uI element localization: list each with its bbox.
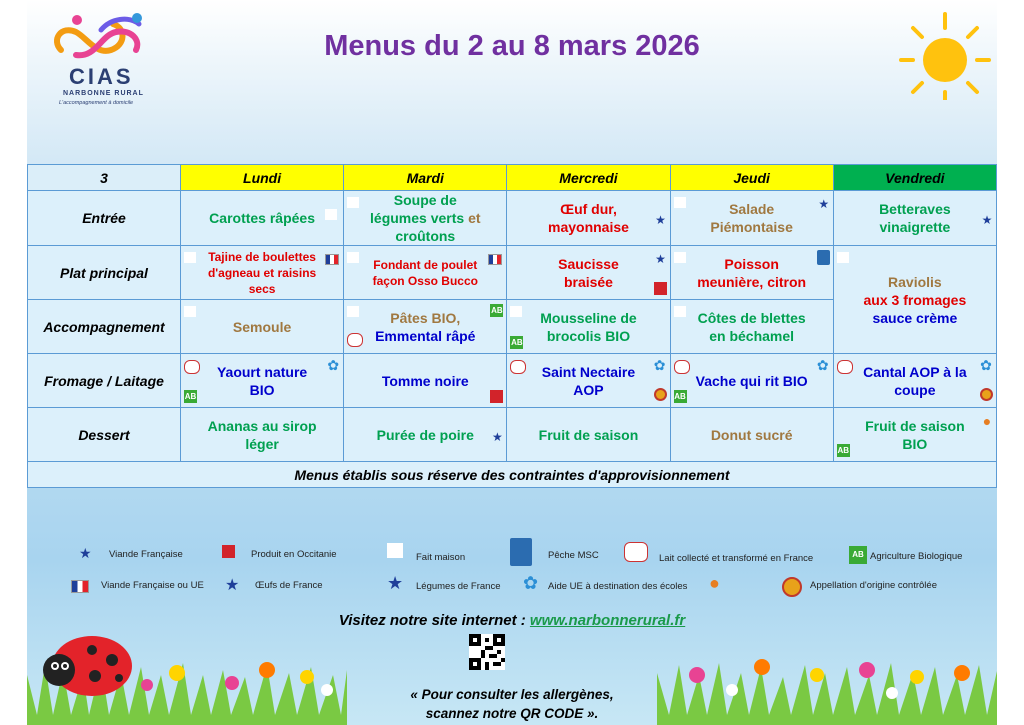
agriculture-bio-icon: AB: [849, 546, 867, 564]
legend-lait: Lait collecté et transformé en France: [659, 553, 814, 564]
menu-cell: [344, 246, 507, 300]
dish-line: Saucisse: [558, 255, 619, 272]
logo-name: CIAS: [69, 64, 134, 89]
corner-cell: 3: [28, 165, 181, 191]
dish-line: croûtons: [395, 228, 456, 244]
aide-ue-icon: ✿: [653, 357, 666, 373]
fait-maison-icon: [347, 197, 359, 208]
occitanie-cross-icon: [654, 282, 667, 295]
menu-cell: [833, 354, 996, 408]
occitanie-cross-icon: [222, 545, 235, 558]
dish-line: mayonnaise: [548, 219, 629, 235]
lait-france-icon: [510, 360, 526, 374]
dish-line: coupe: [894, 381, 936, 398]
row-label-accompagnement: Accompagnement: [28, 300, 181, 354]
agriculture-bio-icon: AB: [491, 306, 503, 315]
qr-code[interactable]: [469, 634, 505, 670]
fait-maison-icon: [674, 306, 686, 317]
menu-cell: [670, 246, 833, 300]
dish-line: Yaourt nature: [216, 363, 308, 380]
legend-viande-francaise: Viande Française: [109, 549, 183, 560]
menu-cell: [181, 408, 344, 462]
dish-line: Mousseline de: [540, 309, 637, 326]
dish-line: Salade: [729, 201, 775, 217]
menu-cell: [507, 408, 670, 462]
dish-line: Fondant de poulet: [373, 257, 478, 272]
menu-cell: [507, 246, 670, 300]
menu-cell: [670, 354, 833, 408]
dish-line: vinaigrette: [879, 219, 951, 235]
dish-line: Carottes râpées: [209, 210, 315, 226]
dish-line: légumes verts: [370, 210, 465, 226]
menu-cell: [507, 354, 670, 408]
dish-line: Piémontaise: [710, 219, 793, 235]
menu-page: [27, 0, 997, 725]
dish-line: brocolis BIO: [546, 327, 631, 344]
viande-ue-flag-icon: [325, 254, 339, 265]
dish-line: braisée: [563, 273, 613, 290]
dish-line: Saint Nectaire: [541, 363, 636, 380]
dish-line: Betteraves: [879, 201, 951, 217]
dish-line: Semoule: [232, 318, 292, 335]
legend-viande-ue: Viande Française ou UE: [101, 580, 204, 591]
day-header-jeudi: Jeudi: [670, 165, 833, 191]
fait-maison-icon: [184, 306, 196, 317]
menu-cell: [344, 354, 507, 408]
lait-france-icon: [674, 360, 690, 374]
day-header-mardi: Mardi: [344, 165, 507, 191]
legend-bio: Agriculture Biologique: [870, 551, 963, 562]
infinity-logo-icon: [41, 10, 151, 70]
agriculture-bio-icon: AB: [184, 392, 197, 401]
row-label-entree: Entrée: [28, 191, 181, 246]
menu-cell: [181, 191, 344, 246]
aide-ue-icon: ✿: [816, 357, 829, 373]
fait-maison-icon: [387, 543, 403, 558]
dish-line: léger: [245, 435, 279, 452]
legend-fait-maison: Fait maison: [416, 552, 466, 563]
aide-ue-icon: ✿: [327, 357, 340, 373]
dish-line: BIO: [902, 435, 928, 452]
dish-line: Donut sucré: [710, 426, 793, 443]
aide-ue-fruit-icon: ●: [982, 413, 992, 429]
fait-maison-icon: [674, 197, 686, 208]
menu-cell: [507, 300, 670, 354]
menu-cell: [344, 300, 507, 354]
dish-line: sauce crème: [872, 309, 958, 326]
agriculture-bio-icon: AB: [674, 392, 686, 401]
menu-table: [27, 164, 997, 488]
lait-france-icon: [184, 360, 200, 374]
allergen-line-2: scannez notre QR CODE ».: [425, 706, 599, 721]
viande-ue-flag-icon: [71, 580, 89, 593]
dish-connector: et: [468, 210, 481, 226]
cias-logo: [41, 10, 151, 110]
visit-text: Visitez notre site internet :: [338, 612, 526, 629]
dish-line: AOP: [573, 381, 604, 398]
menu-cell: [181, 300, 344, 354]
menu-cell: [670, 191, 833, 246]
allergen-note: [27, 685, 997, 723]
logo-subtitle: NARBONNE RURAL: [63, 90, 144, 97]
dish-line: Purée de poire: [376, 426, 474, 443]
dish-line: en béchamel: [709, 327, 795, 344]
menu-cell: [181, 354, 344, 408]
viande-ue-flag-icon: [488, 254, 502, 265]
dish-line: Tajine de boulettes: [208, 249, 316, 264]
dish-line: Pâtes BIO,: [390, 309, 461, 326]
dish-line: Œuf dur,: [560, 201, 617, 217]
menu-cell: [344, 408, 507, 462]
day-header-vendredi: Vendredi: [833, 165, 996, 191]
page-title: Menus du 2 au 8 mars 2026: [324, 30, 700, 62]
aop-icon: [654, 388, 667, 401]
aop-icon: [980, 388, 993, 401]
viande-francaise-star-icon: ★: [655, 252, 666, 266]
dish-line: Ananas au sirop: [207, 417, 317, 434]
menu-cell: [507, 191, 670, 246]
dish-line: Vache qui rit BIO: [695, 372, 808, 389]
legend-peche-msc: Pêche MSC: [548, 550, 599, 561]
legend-legumes: Légumes de France: [416, 581, 501, 592]
agriculture-bio-icon: AB: [837, 446, 850, 455]
menu-cell: [833, 191, 996, 246]
agriculture-bio-icon: AB: [511, 338, 523, 347]
fait-maison-icon: [347, 252, 359, 263]
logo-tagline: L'accompagnement à domicile: [59, 100, 134, 106]
occitanie-cross-icon: [490, 390, 503, 403]
dish-line: Fruit de saison: [538, 426, 639, 443]
legend-aop: Appellation d'origine contrôlée: [810, 580, 937, 591]
legend-aide-ue: Aide UE à destination des écoles: [548, 581, 688, 592]
dish-line: Raviolis: [888, 273, 942, 290]
lait-france-icon: [837, 360, 853, 374]
legumes-france-icon: ★: [491, 430, 503, 444]
allergen-line-1: « Pour consulter les allergènes,: [410, 687, 614, 702]
dish-line: Emmental râpé: [375, 327, 476, 344]
lait-france-icon: [347, 333, 363, 347]
dish-line: d'agneau et raisins: [207, 265, 317, 280]
oeufs-france-star-icon: ★: [225, 577, 240, 594]
dish-line: Fruit de saison: [865, 417, 965, 434]
supply-note: Menus établis sous réserve des contraintes d'approvisionnement: [28, 462, 997, 488]
fait-maison-icon: [184, 252, 196, 263]
fait-maison-icon: [674, 252, 686, 263]
peche-msc-icon: [510, 538, 532, 566]
legend-occitanie: Produit en Occitanie: [251, 549, 337, 560]
dish-line: façon Osso Bucco: [372, 273, 478, 288]
menu-cell: [670, 408, 833, 462]
aide-ue-fruit-icon: ●: [709, 573, 720, 593]
dish-line: secs: [248, 281, 276, 296]
fait-maison-icon: [837, 252, 849, 263]
dish-line: BIO: [249, 381, 275, 398]
fait-maison-icon: [510, 306, 522, 317]
sun-icon: [897, 4, 993, 100]
menu-cell: [181, 246, 344, 300]
fait-maison-icon: [325, 209, 337, 220]
oeufs-france-star-icon: ★: [655, 213, 666, 227]
day-header-mercredi: Mercredi: [507, 165, 670, 191]
legumes-france-icon: ★: [387, 573, 404, 593]
dish-line: aux 3 fromages: [863, 291, 967, 308]
menu-cell: [670, 300, 833, 354]
row-label-plat: Plat principal: [28, 246, 181, 300]
row-label-fromage: Fromage / Laitage: [28, 354, 181, 408]
aop-icon: [782, 577, 802, 597]
lait-france-icon: [624, 542, 648, 562]
menu-cell: [833, 246, 996, 354]
peche-msc-icon: [817, 250, 830, 265]
dish-line: Tomme noire: [381, 372, 469, 389]
menu-cell: [344, 191, 507, 246]
aide-ue-icon: ✿: [523, 573, 539, 593]
dish-line: Côtes de blettes: [697, 309, 806, 326]
menu-cell: [833, 408, 996, 462]
legumes-france-icon: ★: [981, 213, 993, 227]
legend-oeufs: Œufs de France: [255, 580, 323, 591]
viande-francaise-star-icon: ★: [79, 545, 92, 561]
dish-line: Poisson: [724, 255, 779, 272]
dish-line: Soupe de: [393, 192, 457, 208]
website-link[interactable]: www.narbonnerural.fr: [529, 612, 686, 629]
dish-line: meunière, citron: [697, 273, 807, 290]
fait-maison-icon: [347, 306, 359, 317]
viande-francaise-star-icon: ★: [818, 197, 830, 211]
day-header-lundi: Lundi: [181, 165, 344, 191]
aide-ue-icon: ✿: [980, 357, 992, 373]
dish-line: Cantal AOP à la: [863, 363, 967, 380]
row-label-dessert: Dessert: [28, 408, 181, 462]
